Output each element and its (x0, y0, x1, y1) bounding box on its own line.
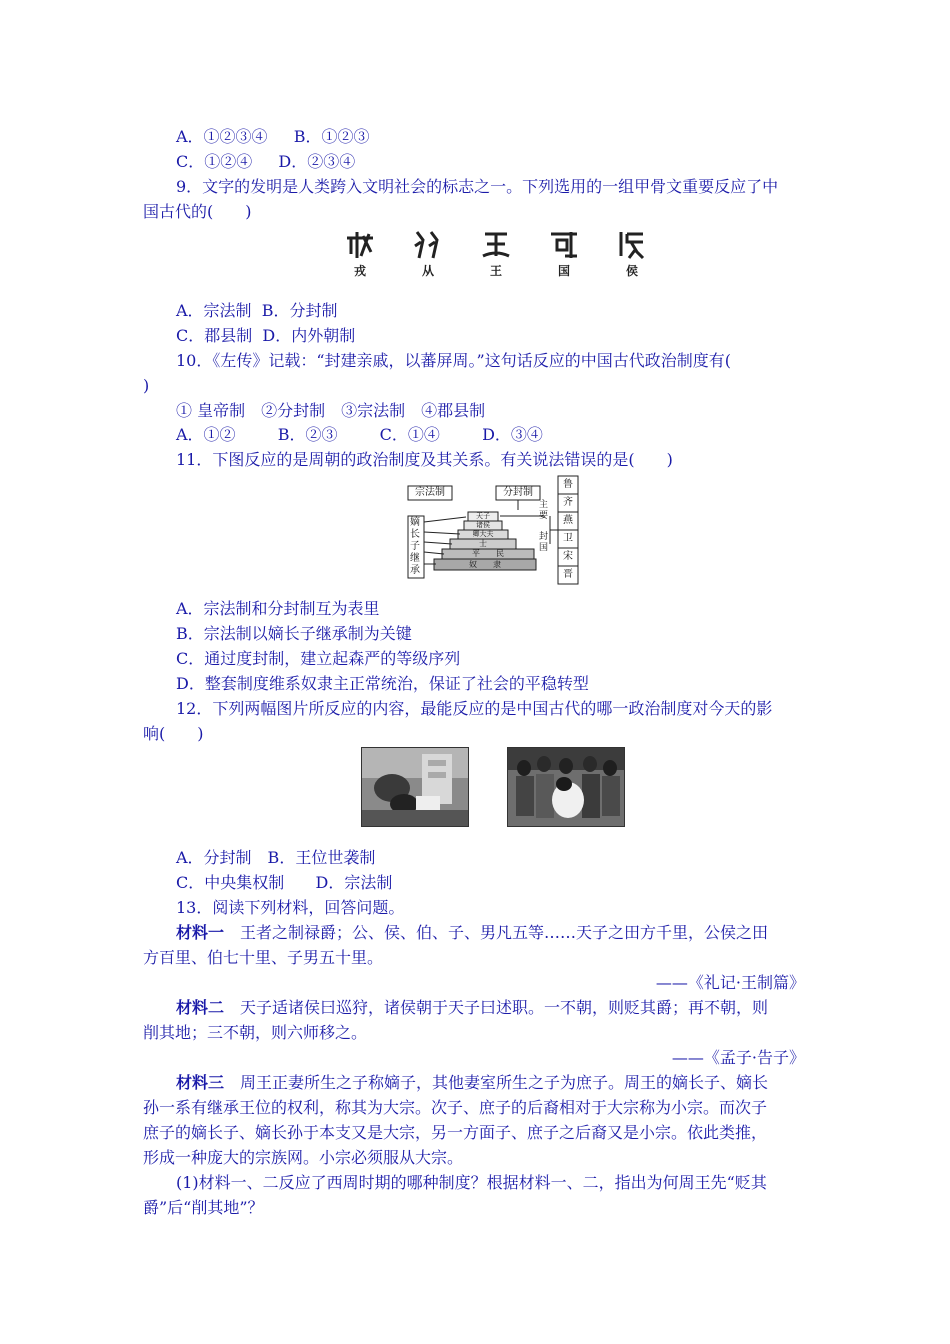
q10-stem-line2: ) (143, 376, 150, 395)
q9-options-line2: C．郡县制 D．内外朝制 (176, 326, 356, 345)
q13-material1-source: ——《礼记·王制篇》 (655, 973, 805, 992)
diagram-state: 鲁 (563, 479, 573, 490)
diagram-left-char: 子 (410, 541, 420, 552)
glyph-label-guo: 国 (557, 264, 570, 278)
q8-options-line2: C．①②④ D．②③④ (176, 152, 356, 171)
glyph-label-cong: 从 (421, 264, 434, 278)
oracle-glyph-icon (343, 228, 377, 260)
q13-material1-line2: 方百里、伯七十里、子男五十里。 (143, 948, 384, 967)
q11-option-d: D．整套制度维系奴隶主正常统治，保证了社会的平稳转型 (176, 674, 589, 693)
q9-options-line1: A．宗法制 B．分封制 (176, 301, 338, 320)
diagram-mid-char: 封 (539, 532, 549, 542)
diagram-level-nuli: 奴 隶 (469, 560, 501, 569)
diagram-mid-char: 要 (539, 511, 549, 521)
oracle-bone-glyphs (340, 228, 650, 284)
q11-option-b: B．宗法制以嫡长子继承制为关键 (176, 624, 412, 643)
photo-ancestor-worship-2 (507, 747, 625, 827)
oracle-glyph-icon (479, 228, 513, 260)
q13-material3-line4: 形成一种庞大的宗族网。小宗必须服从大宗。 (143, 1148, 464, 1167)
glyph-rong (340, 228, 380, 279)
oracle-glyph-icon (411, 228, 445, 260)
diagram-state: 卫 (563, 533, 573, 544)
diagram-mid-char: 主 (539, 500, 549, 510)
diagram-left-column (410, 517, 422, 577)
q10-options: A．①② B．②③ C．①④ D．③④ (176, 425, 543, 444)
q11-option-a: A．宗法制和分封制互为表里 (176, 599, 380, 618)
diagram-box-zongfa: 宗法制 (415, 487, 445, 498)
diagram-level-tianzi: 天子 (476, 512, 490, 520)
oracle-glyph-icon (547, 228, 581, 260)
material1-label: 材料一 (176, 923, 225, 942)
diagram-level-shi: 士 (479, 539, 487, 548)
diagram-level-zhuhou: 诸侯 (476, 521, 490, 529)
q9-stem-line1: 9．文字的发明是人类跨入文明社会的标志之一。下列选用的一组甲骨文重要反应了中 (176, 177, 779, 196)
diagram-left-char: 继 (410, 553, 420, 564)
q13-sub1-line2: 爵”后“削其地”？ (143, 1198, 264, 1217)
q13-stem: 13．阅读下列材料，回答问题。 (176, 898, 405, 917)
diagram-state: 晋 (563, 569, 573, 580)
q13-sub1-line1: (1)材料一、二反应了西周时期的哪种制度？根据材料一、二，指出为何周王先“贬其 (176, 1173, 767, 1192)
diagram-level-qingdafu: 卿大夫 (472, 530, 494, 538)
q9-stem-line2: 国古代的( ) (143, 202, 252, 221)
q13-material3-line2: 孙一系有继承王位的权利，称其为大宗。次子、庶子的后裔相对于大宗称为小宗。而次子 (143, 1098, 768, 1117)
q12-stem-line2: 响( ) (143, 724, 204, 743)
material2-text: 天子适诸侯曰巡狩，诸侯朝于天子曰述职。一不朝，则贬其爵；再不朝，则 (224, 998, 769, 1017)
q12-options-line1: A．分封制 B．王位世袭制 (176, 848, 376, 867)
diagram-state: 齐 (563, 497, 573, 508)
glyph-hou (612, 228, 652, 279)
glyph-label-wang: 王 (489, 264, 502, 278)
diagram-box-fenfeng: 分封制 (503, 487, 533, 498)
material1-text: 王者之制禄爵；公、侯、伯、子、男凡五等……天子之田方千里，公侯之田 (224, 923, 769, 942)
q12-options-line2: C．中央集权制 D．宗法制 (176, 873, 393, 892)
material3-label: 材料三 (176, 1073, 225, 1092)
q11-stem: 11．下图反应的是周朝的政治制度及其关系。有关说法错误的是( ) (176, 450, 673, 469)
q13-material2-line2: 削其地；三不朝，则六师移之。 (143, 1023, 368, 1042)
material2-label: 材料二 (176, 998, 225, 1017)
diagram-state: 燕 (563, 515, 573, 526)
glyph-label-hou: 侯 (625, 264, 638, 278)
q10-stem-line1: 10．《左传》记载：“封建亲戚，以蕃屏周。”这句话反应的中国古代政治制度有( (176, 351, 731, 370)
diagram-level-pingmin: 平 民 (472, 549, 504, 558)
zhou-political-system-diagram (406, 474, 586, 586)
q10-items: ① 皇帝制 ②分封制 ③宗法制 ④郡县制 (176, 401, 486, 420)
glyph-label-rong: 戎 (353, 264, 366, 278)
diagram-mid-char: 国 (539, 543, 549, 553)
diagram-state: 宋 (563, 551, 573, 562)
diagram-left-char: 嫡 (410, 517, 420, 528)
diagram-states-column (558, 476, 578, 584)
diagram-left-char: 承 (410, 565, 420, 576)
q8-options-line1: A．①②③④ B．①②③ (176, 127, 370, 146)
diagram-left-char: 长 (410, 529, 420, 540)
q13-material2-line1 (176, 997, 768, 1019)
q12-stem-line1: 12．下列两幅图片所反应的内容，最能反应的是中国古代的哪一政治制度对今天的影 (176, 699, 773, 718)
q13-material3-line1 (176, 1072, 768, 1094)
photo-ancestor-worship-1 (361, 747, 469, 827)
glyph-guo (544, 228, 584, 279)
q13-material3-line3: 庶子的嫡长子、嫡长孙于本支又是大宗，另一方面子、庶子之后裔又是小宗。依此类推， (143, 1123, 768, 1142)
material3-text: 周王正妻所生之子称嫡子，其他妻室所生之子为庶子。周王的嫡长子、嫡长 (224, 1073, 769, 1092)
oracle-glyph-icon (615, 228, 649, 260)
q13-material1-line1 (176, 922, 768, 944)
glyph-cong (408, 228, 448, 279)
diagram-mid-column (539, 500, 550, 554)
q11-option-c: C．通过度封制，建立起森严的等级序列 (176, 649, 461, 668)
glyph-wang (476, 228, 516, 279)
q13-material2-source: ——《孟子·告子》 (671, 1048, 805, 1067)
